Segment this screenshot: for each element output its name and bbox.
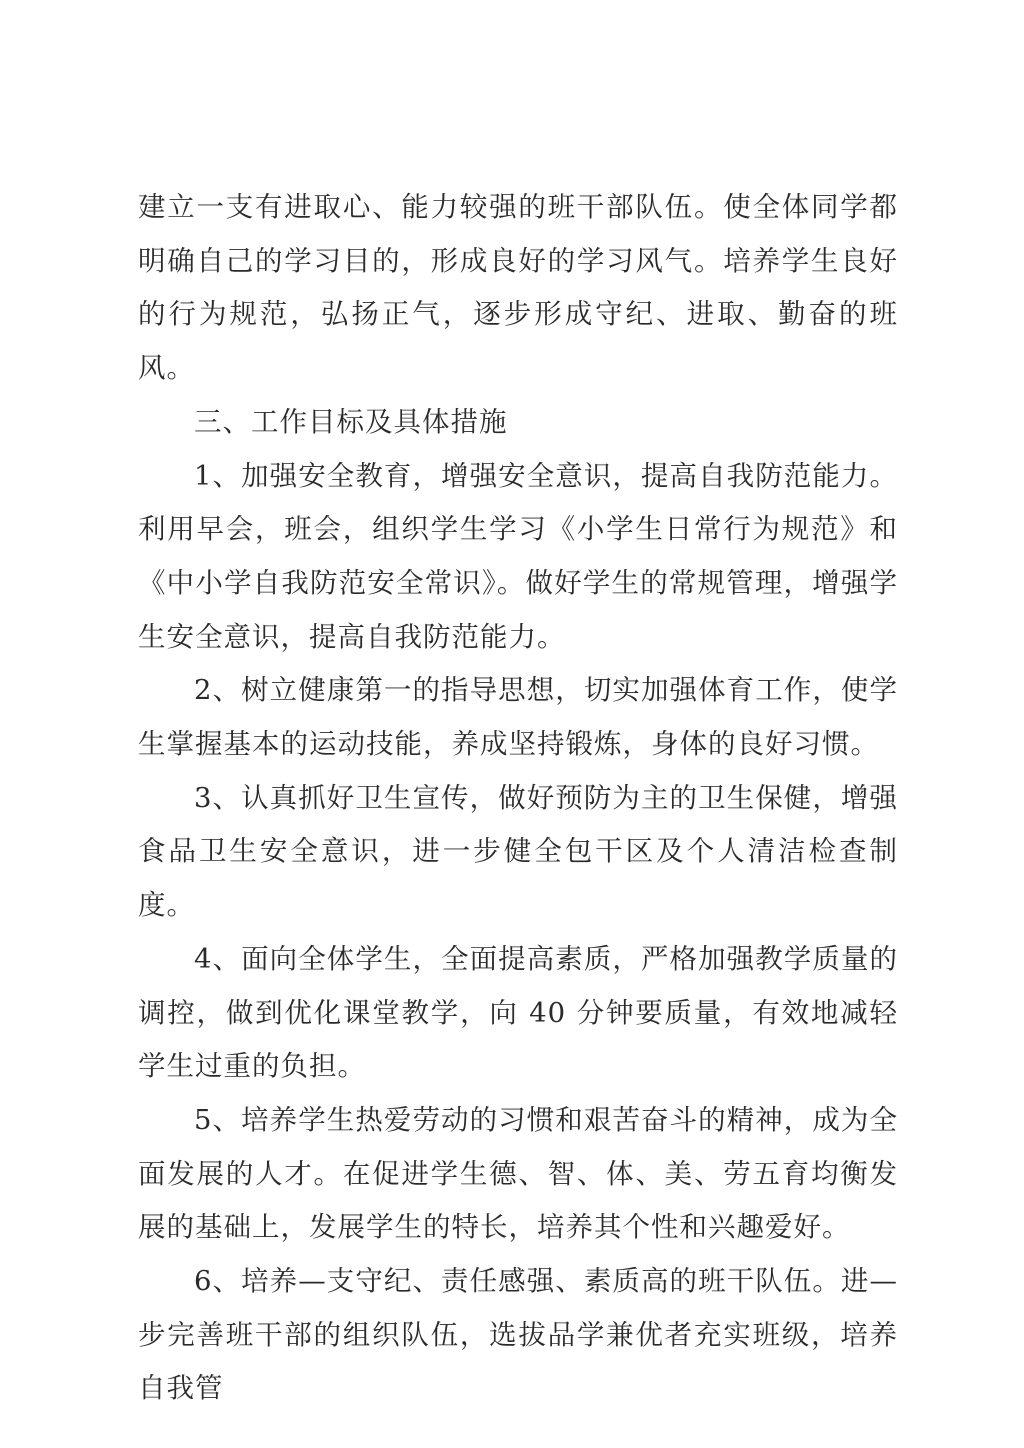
paragraph-item-2: 2、树立健康第一的指导思想，切实加强体育工作，使学生掌握基本的运动技能，养成坚持锻炼，身体的良好习惯。 [138,674,898,761]
paragraph-item-3: 3、认真抓好卫生宣传，做好预防为主的卫生保健，增强食品卫生安全意识，进一步健全包干区及个人清洁检查制度。 [138,781,898,922]
paragraph-item-1: 1、加强安全教育，增强安全意识，提高自我防范能力。利用早会，班会，组织学生学习《小学生日常行为规范》和《中小学自我防范安全常识》。做好学生的常规管理，增强学生安全意识，提高自我防范能力。 [138,459,898,653]
paragraph-item-5: 5、培养学生热爱劳动的习惯和艰苦奋斗的精神，成为全面发展的人才。在促进学生德、智、体、美、劳五育均衡发展的基础上，发展学生的特长，培养其个性和兴趣爱好。 [138,1103,898,1244]
paragraph-item-6: 6、培养—支守纪、责任感强、素质高的班干队伍。进—步完善班干部的组织队伍，选拔品学兼优者充实班级，培养自我管 [138,1265,898,1405]
paragraph-item-4: 4、面向全体学生，全面提高素质，严格加强教学质量的调控，做到优化课堂教学，向 40 分钟要质量，有效地减轻学生过重的负担。 [138,942,898,1083]
paragraph-continuation: 建立一支有进取心、能力较强的班干部队伍。使全体同学都明确自己的学习目的，形成良好的学习风气。培养学生良好的行为规范，弘扬正气，逐步形成守纪、进取、勤奋的班风。 [138,191,898,385]
section-heading: 三、工作目标及具体措施 [194,405,508,438]
document-body [138,181,898,1416]
